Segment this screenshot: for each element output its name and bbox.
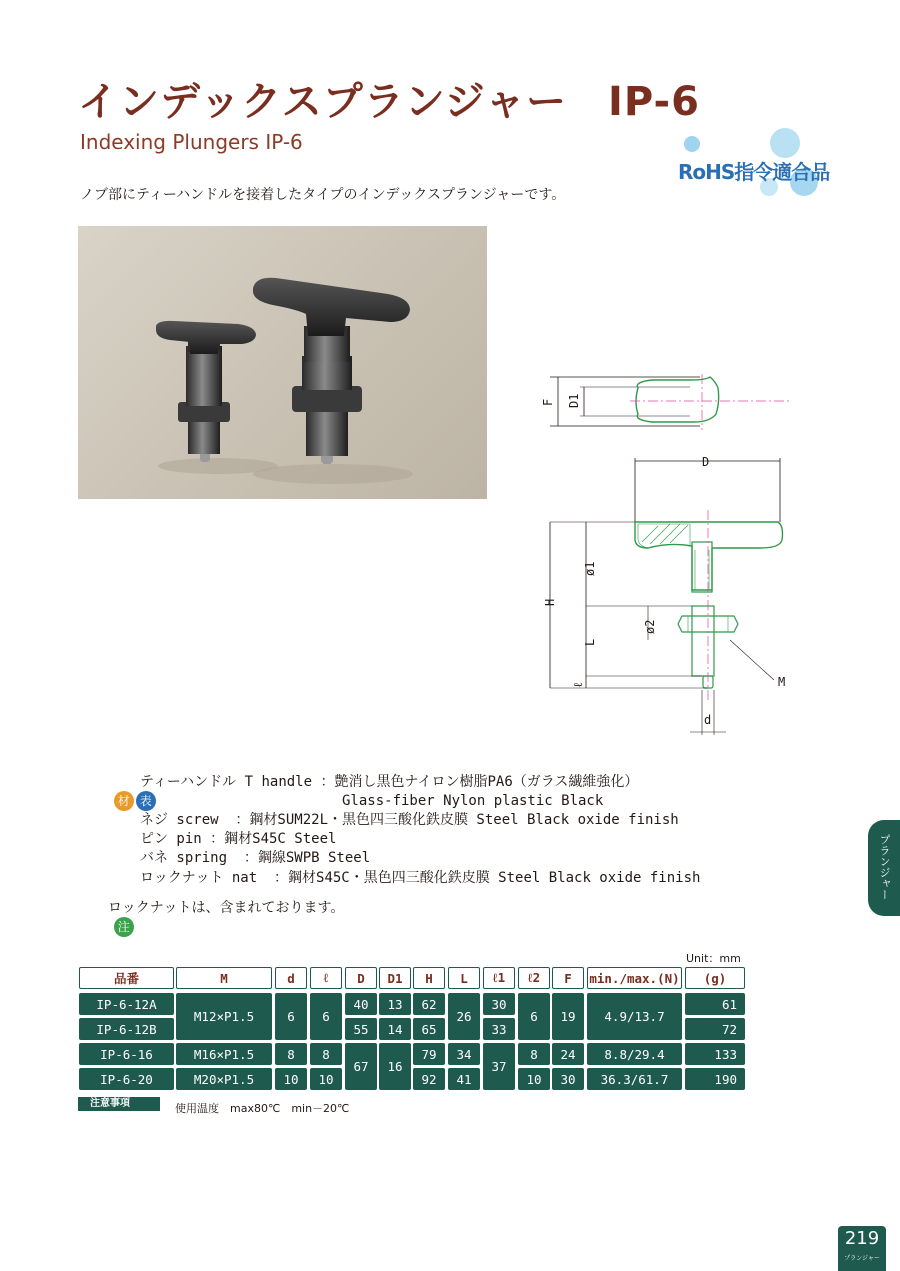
table-cell-l1: 37 xyxy=(483,1043,515,1090)
table-cell-l2: 6 xyxy=(518,993,550,1040)
table-header: min./max.(N) xyxy=(587,967,682,989)
table-header: ℓ xyxy=(310,967,342,989)
table-cell-M: M20×P1.5 xyxy=(176,1068,272,1090)
table-header: d xyxy=(275,967,307,989)
table-cell-D1: 14 xyxy=(379,1018,411,1040)
dim-label-phi2: ø2 xyxy=(643,619,657,634)
page-subtitle: Indexing Plungers IP-6 xyxy=(80,130,303,154)
table-header: M xyxy=(176,967,272,989)
page-title: インデックスプランジャー IP-6 xyxy=(78,79,700,125)
table-cell-force: 4.9/13.7 xyxy=(587,993,682,1040)
table-cell-H: 79 xyxy=(413,1043,445,1065)
table-header: D xyxy=(345,967,377,989)
dim-label-D: D xyxy=(702,455,710,469)
table-cell-l: 6 xyxy=(310,993,342,1040)
table-header: L xyxy=(448,967,480,989)
intro-text: ノブ部にティーハンドルを接着したタイプのインデックスプランジャーです。 xyxy=(80,187,566,203)
drawing-side-view xyxy=(543,455,785,735)
dim-label-l: ℓ xyxy=(571,682,585,688)
page-number: 219 xyxy=(844,1228,880,1249)
table-header: 品番 xyxy=(79,967,174,989)
dim-label-d: d xyxy=(704,713,712,727)
side-index-tab-label: プランジャー xyxy=(878,834,891,900)
product-photo xyxy=(78,226,487,499)
page-category: プランジャー xyxy=(844,1255,880,1262)
table-cell-l1: 33 xyxy=(483,1018,515,1040)
note-icon: 注 xyxy=(114,917,134,937)
table-cell-F: 24 xyxy=(552,1043,584,1065)
table-cell-force: 36.3/61.7 xyxy=(587,1068,682,1090)
dim-label-M: M xyxy=(778,675,786,689)
table-cell-d: 10 xyxy=(275,1068,307,1090)
technical-drawing xyxy=(530,350,810,750)
rohs-badge xyxy=(670,128,830,208)
caution-label: 注意事項 xyxy=(78,1097,160,1111)
table-cell-weight: 72 xyxy=(685,1018,745,1040)
table-cell-F: 19 xyxy=(552,993,584,1040)
table-header: ℓ2 xyxy=(518,967,550,989)
table-cell-l1: 30 xyxy=(483,993,515,1015)
product-photo-illustration xyxy=(78,226,487,499)
dim-label-phi1: ø1 xyxy=(583,561,597,576)
table-header: (g) xyxy=(685,967,745,989)
table-cell-M: M16×P1.5 xyxy=(176,1043,272,1065)
table-cell-H: 65 xyxy=(413,1018,445,1040)
table-cell-L: 34 xyxy=(448,1043,480,1065)
table-header: H xyxy=(413,967,445,989)
material-line: ネジ screw ：鋼材SUM22L・黒色四三酸化鉄皮膜 Steel Black oxide finish xyxy=(140,812,679,828)
table-cell-D1: 16 xyxy=(379,1043,411,1090)
bubble-icon xyxy=(770,128,800,158)
table-cell-weight: 190 xyxy=(685,1068,745,1090)
table-cell-D: 67 xyxy=(345,1043,377,1090)
table-cell-D: 40 xyxy=(345,993,377,1015)
table-header: ℓ1 xyxy=(483,967,515,989)
material-line: バネ spring ：鋼線SWPB Steel xyxy=(140,850,371,866)
table-cell-L: 26 xyxy=(448,993,480,1040)
table-cell-H: 62 xyxy=(413,993,445,1015)
dim-label-F: F xyxy=(541,398,555,406)
table-cell-d: 8 xyxy=(275,1043,307,1065)
dim-label-H: H xyxy=(543,598,557,606)
dim-label-D1: D1 xyxy=(567,393,581,408)
table-cell-part: IP-6-16 xyxy=(79,1043,174,1065)
table-cell-l: 8 xyxy=(310,1043,342,1065)
table-cell-L: 41 xyxy=(448,1068,480,1090)
note-text: ロックナットは、含まれております。 xyxy=(108,900,345,916)
bubble-icon xyxy=(684,136,700,152)
table-header: F xyxy=(552,967,584,989)
page-number-box xyxy=(838,1226,886,1271)
table-cell-weight: 133 xyxy=(685,1043,745,1065)
material-line: Glass-fiber Nylon plastic Black xyxy=(342,793,604,809)
material-line: ティーハンドル T handle ：艶消し黒色ナイロン樹脂PA6（ガラス繊維強化） xyxy=(140,774,639,790)
table-cell-H: 92 xyxy=(413,1068,445,1090)
material-line: ピン pin ：鋼材S45C Steel xyxy=(140,831,337,847)
table-cell-part: IP-6-12B xyxy=(79,1018,174,1040)
dim-label-L: L xyxy=(583,638,597,646)
caution-text: 使用温度 max80℃ min－20℃ xyxy=(175,1102,350,1115)
table-cell-part: IP-6-20 xyxy=(79,1068,174,1090)
material-icon: 材 xyxy=(114,791,134,811)
table-cell-d: 6 xyxy=(275,993,307,1040)
table-cell-M: M12×P1.5 xyxy=(176,993,272,1040)
side-index-tab[interactable] xyxy=(868,820,900,916)
table-cell-D: 55 xyxy=(345,1018,377,1040)
surface-icon: 表 xyxy=(136,791,156,811)
rohs-label: RoHS指令適合品 xyxy=(678,160,830,184)
table-cell-part: IP-6-12A xyxy=(79,993,174,1015)
material-line: ロックナット nat ：鋼材S45C・黒色四三酸化鉄皮膜 Steel Black oxide finish xyxy=(140,870,701,886)
table-cell-l2: 10 xyxy=(518,1068,550,1090)
table-cell-force: 8.8/29.4 xyxy=(587,1043,682,1065)
table-header: D1 xyxy=(379,967,411,989)
table-cell-l2: 8 xyxy=(518,1043,550,1065)
drawing-top-view xyxy=(541,374,790,430)
table-cell-l: 10 xyxy=(310,1068,342,1090)
unit-label: Unit：mm xyxy=(686,952,741,965)
table-cell-D1: 13 xyxy=(379,993,411,1015)
table-cell-weight: 61 xyxy=(685,993,745,1015)
table-cell-F: 30 xyxy=(552,1068,584,1090)
